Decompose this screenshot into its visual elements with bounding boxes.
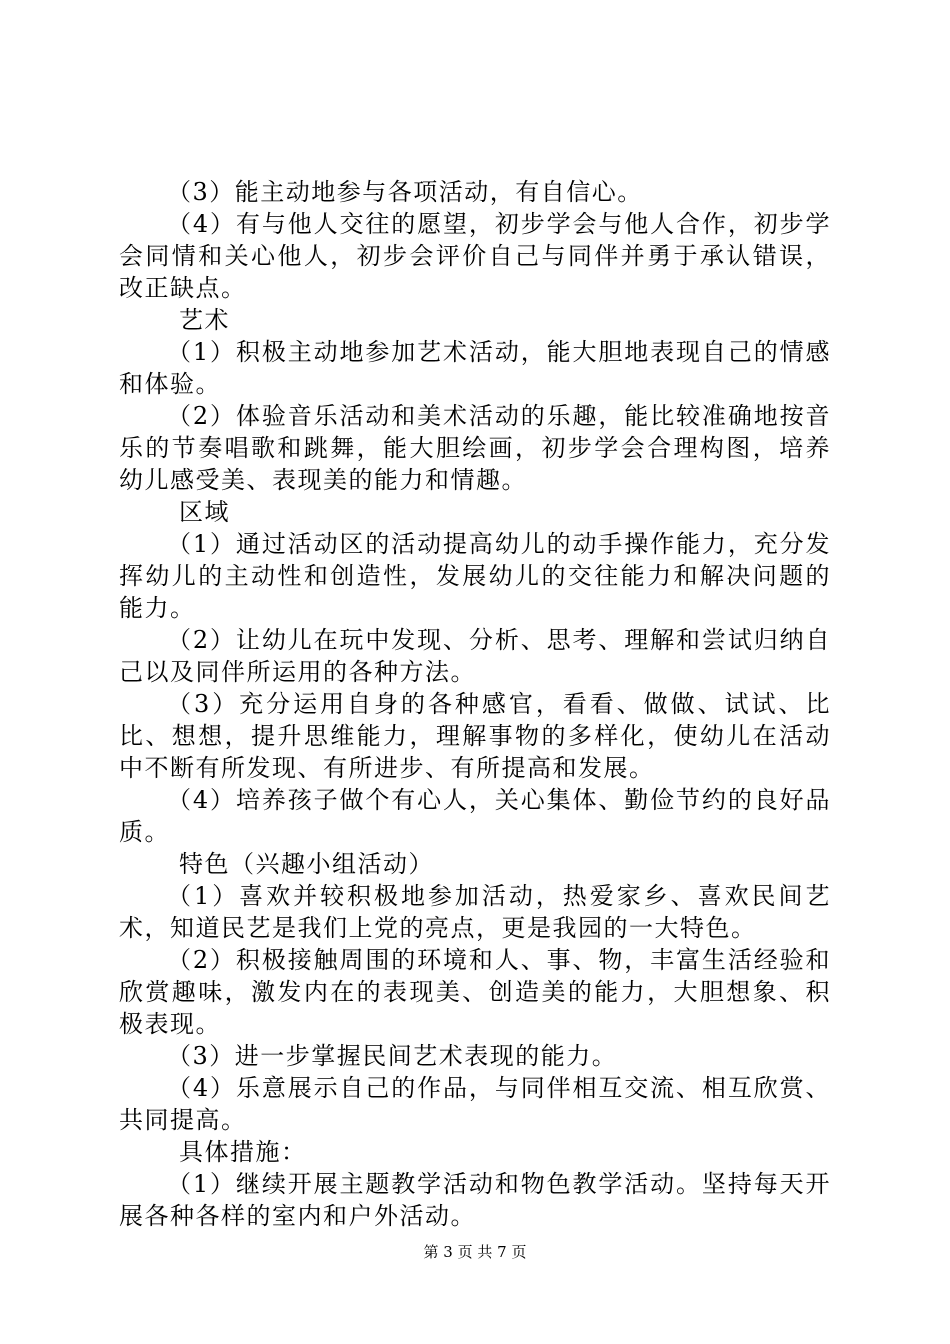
document-body <box>119 176 831 1232</box>
paragraph: （3）进一步掌握民间艺术表现的能力。 <box>167 1042 618 1070</box>
paragraph: （1）通过活动区的活动提高幼儿的动手操作能力，充分发挥幼儿的主动性和创造性，发展幼儿的交往能力和解决问题的能力。 <box>119 530 831 622</box>
paragraph: （1）积极主动地参加艺术活动，能大胆地表现自己的情感和体验。 <box>119 338 831 398</box>
section-heading-art: 艺术 <box>179 306 230 334</box>
page-number-footer: 第 3 页 共 7 页 <box>423 1243 527 1261</box>
section-heading-area: 区域 <box>179 498 230 526</box>
paragraph: （2）让幼儿在玩中发现、分析、思考、理解和尝试归纳自己以及同伴所运用的各种方法。 <box>119 626 831 686</box>
paragraph: （4）乐意展示自己的作品，与同伴相互交流、相互欣赏、共同提高。 <box>119 1074 831 1134</box>
paragraph: （3）充分运用自身的各种感官，看看、做做、试试、比比、想想，提升思维能力，理解事物的多样化，使幼儿在活动中不断有所发现、有所进步、有所提高和发展。 <box>119 690 831 782</box>
paragraph: （1）喜欢并较积极地参加活动，热爱家乡、喜欢民间艺术，知道民艺是我们上党的亮点，更是我园的一大特色。 <box>119 882 831 942</box>
paragraph: （2）积极接触周围的环境和人、事、物，丰富生活经验和欣赏趣味，激发内在的表现美、创造美的能力，大胆想象、积极表现。 <box>119 946 831 1038</box>
section-heading-measures: 具体措施： <box>179 1138 307 1166</box>
paragraph: （1）继续开展主题教学活动和物色教学活动。坚持每天开展各种各样的室内和户外活动。 <box>119 1170 831 1230</box>
paragraph: （2）体验音乐活动和美术活动的乐趣，能比较准确地按音乐的节奏唱歌和跳舞，能大胆绘画，初步学会合理构图，培养幼儿感受美、表现美的能力和情趣。 <box>119 402 831 494</box>
section-heading-feature: 特色（兴趣小组活动） <box>179 850 434 878</box>
paragraph: （4）有与他人交往的愿望，初步学会与他人合作，初步学会同情和关心他人，初步会评价自己与同伴并勇于承认错误，改正缺点。 <box>119 210 831 302</box>
paragraph: （4）培养孩子做个有心人，关心集体、勤俭节约的良好品质。 <box>119 786 831 846</box>
paragraph: （3）能主动地参与各项活动，有自信心。 <box>167 178 643 206</box>
